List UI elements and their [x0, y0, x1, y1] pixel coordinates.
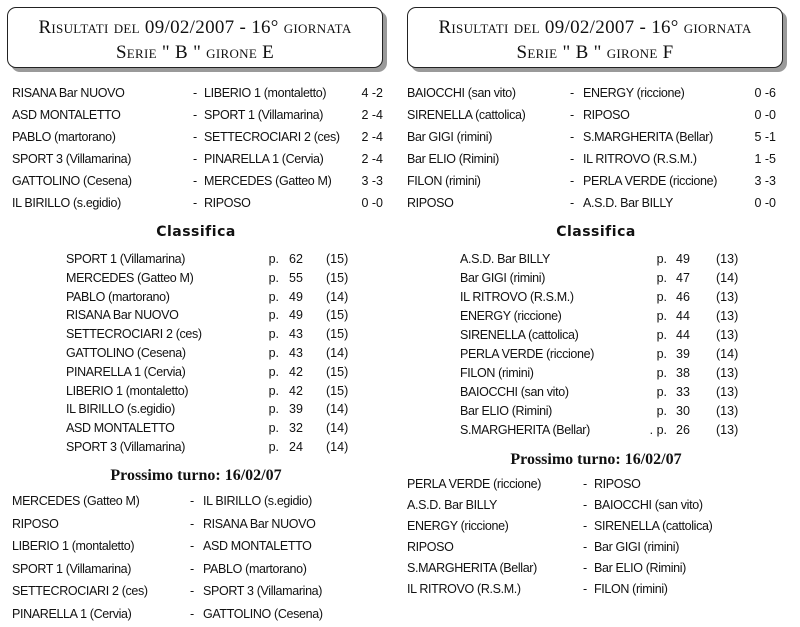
standing-row	[0, 384, 392, 400]
points-prefix: p.	[656, 347, 667, 361]
standing-team: PINARELLA 1 (Cervia)	[66, 364, 186, 379]
standing-row	[400, 309, 792, 325]
points-prefix: p.	[656, 385, 667, 399]
home-team: RISANA Bar NUOVO	[12, 86, 125, 100]
next-home-team: MERCEDES (Gatteo M)	[12, 494, 140, 508]
match-score: 0 -0	[754, 196, 776, 210]
next-dash: -	[583, 498, 587, 512]
standing-points: 38	[676, 366, 690, 380]
match-row	[407, 108, 786, 124]
next-away-team: BAIOCCHI (san vito)	[594, 498, 703, 512]
next-dash: -	[583, 561, 587, 575]
home-team: Bar ELIO (Rimini)	[407, 152, 499, 166]
games-played: (15)	[326, 270, 349, 285]
home-team: PABLO (martorano)	[12, 130, 116, 144]
standing-row	[400, 404, 792, 420]
standing-team: SPORT 1 (Villamarina)	[66, 252, 186, 266]
home-team: ASD MONTALETTO	[12, 108, 121, 122]
next-away-team: RIPOSO	[594, 477, 641, 491]
standing-points: 62	[289, 252, 303, 266]
header-box	[407, 7, 783, 68]
standing-team: ENERGY (riccione)	[460, 309, 562, 323]
away-team: SETTECROCIARI 2 (ces)	[204, 130, 340, 144]
standing-points: 32	[289, 421, 303, 436]
games-played: (14)	[326, 440, 349, 454]
next-fixture-row	[407, 519, 786, 535]
away-team: A.S.D. Bar BILLY	[583, 196, 674, 210]
match-score: 5 -1	[754, 130, 776, 144]
away-team: PINARELLA 1 (Cervia)	[204, 152, 324, 166]
games-played: (14)	[716, 347, 739, 361]
standing-points: 43	[289, 327, 303, 342]
match-dash: -	[570, 196, 574, 210]
standing-team: SPORT 3 (Villamarina)	[66, 440, 186, 454]
standing-row	[400, 271, 792, 287]
next-away-team: SIRENELLA (cattolica)	[594, 519, 713, 533]
games-played: (14)	[326, 289, 349, 304]
match-score: 0 -0	[754, 108, 776, 122]
standing-points: 30	[676, 404, 690, 418]
match-row	[12, 86, 386, 102]
classifica-title: Classifica	[156, 224, 236, 240]
games-played: (14)	[326, 346, 349, 360]
next-home-team: IL RITROVO (R.S.M.)	[407, 582, 521, 596]
prossimo-turno-title: Prossimo turno: 16/02/07	[510, 451, 682, 468]
points-prefix: p.	[656, 252, 667, 266]
standing-team: Bar ELIO (Rimini)	[460, 404, 552, 418]
next-fixture-row	[12, 562, 386, 578]
points-prefix: p.	[268, 383, 279, 398]
next-dash: -	[583, 477, 587, 491]
standing-team: SETTECROCIARI 2 (ces)	[66, 327, 202, 342]
next-fixture-row	[407, 561, 786, 577]
home-team: Bar GIGI (rimini)	[407, 130, 493, 144]
standing-team: GATTOLINO (Cesena)	[66, 346, 186, 360]
home-team: BAIOCCHI (san vito)	[407, 86, 516, 100]
standing-points: 55	[289, 270, 303, 285]
match-score: 3 -3	[361, 174, 383, 188]
standing-row	[400, 366, 792, 382]
points-prefix: p.	[268, 346, 279, 360]
match-score: 2 -4	[361, 130, 383, 144]
standing-team: A.S.D. Bar BILLY	[460, 252, 551, 266]
next-home-team: SETTECROCIARI 2 (ces)	[12, 584, 148, 599]
next-away-team: SPORT 3 (Villamarina)	[203, 584, 323, 599]
games-played: (15)	[326, 364, 349, 379]
home-team: GATTOLINO (Cesena)	[12, 174, 132, 188]
standing-row	[400, 423, 792, 439]
games-played: (13)	[716, 404, 739, 418]
match-row	[407, 130, 786, 146]
games-played: (13)	[716, 309, 739, 323]
next-home-team: SPORT 1 (Villamarina)	[12, 561, 132, 576]
standing-team: SIRENELLA (cattolica)	[460, 328, 579, 342]
away-team: MERCEDES (Gatteo M)	[204, 174, 332, 188]
next-dash: -	[190, 607, 194, 621]
games-played: (13)	[716, 423, 739, 437]
next-dash: -	[583, 540, 587, 554]
points-prefix: p.	[656, 290, 667, 304]
standing-team: MERCEDES (Gatteo M)	[66, 270, 194, 285]
next-dash: -	[190, 561, 194, 576]
games-played: (13)	[716, 290, 739, 304]
standing-row	[400, 252, 792, 268]
header-subtitle: Serie " B " girone F	[516, 42, 674, 63]
next-dash: -	[190, 516, 194, 531]
match-score: 2 -4	[361, 108, 383, 122]
match-score: 1 -5	[754, 152, 776, 166]
match-dash: -	[570, 108, 574, 122]
match-row	[407, 152, 786, 168]
standing-points: 33	[676, 385, 690, 399]
match-dash: -	[570, 130, 574, 144]
next-home-team: PERLA VERDE (riccione)	[407, 477, 542, 491]
next-dash: -	[190, 584, 194, 599]
next-home-team: ENERGY (riccione)	[407, 519, 509, 533]
next-fixture-row	[12, 494, 386, 510]
away-team: PERLA VERDE (riccione)	[583, 174, 718, 188]
match-row	[12, 152, 386, 168]
standing-points: 43	[289, 346, 303, 360]
next-dash: -	[190, 539, 194, 554]
points-prefix: p.	[656, 328, 667, 342]
prossimo-turno-title: Prossimo turno: 16/02/07	[110, 467, 282, 484]
standing-row	[0, 252, 392, 268]
points-prefix: p.	[268, 440, 279, 454]
points-prefix: . p.	[649, 423, 667, 437]
points-prefix: p.	[268, 289, 279, 304]
standing-points: 24	[289, 440, 303, 454]
away-team: ENERGY (riccione)	[583, 86, 685, 100]
away-team: LIBERIO 1 (montaletto)	[204, 86, 327, 100]
next-fixture-row	[12, 539, 386, 555]
next-away-team: ASD MONTALETTO	[203, 539, 312, 554]
next-away-team: GATTOLINO (Cesena)	[203, 607, 323, 621]
next-home-team: PINARELLA 1 (Cervia)	[12, 607, 132, 621]
standing-team: Bar GIGI (rimini)	[460, 271, 546, 285]
next-away-team: FILON (rimini)	[594, 582, 668, 596]
next-dash: -	[583, 519, 587, 533]
match-score: 3 -3	[754, 174, 776, 188]
match-dash: -	[193, 196, 197, 210]
standing-team: FILON (rimini)	[460, 366, 534, 380]
home-team: SPORT 3 (Villamarina)	[12, 152, 132, 166]
points-prefix: p.	[656, 366, 667, 380]
standing-team: PERLA VERDE (riccione)	[460, 347, 595, 361]
standing-points: 49	[676, 252, 690, 266]
standing-row	[0, 327, 392, 343]
match-dash: -	[193, 108, 197, 122]
match-dash: -	[193, 152, 197, 166]
match-row	[12, 130, 386, 146]
classifica-title: Classifica	[556, 224, 636, 240]
away-team: RIPOSO	[204, 196, 251, 210]
standing-points: 44	[676, 328, 690, 342]
games-played: (13)	[716, 366, 739, 380]
standing-row	[0, 440, 392, 456]
games-played: (13)	[716, 252, 739, 266]
standing-row	[0, 346, 392, 362]
column-girone-f	[400, 0, 792, 627]
next-fixture-row	[12, 517, 386, 533]
points-prefix: p.	[656, 404, 667, 418]
standing-team: IL BIRILLO (s.egidio)	[66, 402, 175, 417]
next-away-team: RISANA Bar NUOVO	[203, 516, 316, 531]
standing-row	[0, 308, 392, 324]
next-fixture-row	[407, 582, 786, 598]
points-prefix: p.	[268, 270, 279, 285]
header-title: Risultati del 09/02/2007 - 16° giornata	[38, 17, 352, 38]
standing-row	[400, 328, 792, 344]
next-home-team: RIPOSO	[12, 516, 59, 531]
standing-row	[0, 271, 392, 287]
standing-points: 49	[289, 289, 303, 304]
next-away-team: Bar GIGI (rimini)	[594, 540, 680, 554]
points-prefix: p.	[268, 421, 279, 436]
home-team: RIPOSO	[407, 196, 454, 210]
standing-row	[0, 290, 392, 306]
games-played: (15)	[326, 327, 349, 342]
away-team: SPORT 1 (Villamarina)	[204, 108, 324, 122]
standing-row	[400, 347, 792, 363]
column-girone-e	[0, 0, 392, 627]
match-dash: -	[570, 152, 574, 166]
games-played: (13)	[716, 328, 739, 342]
points-prefix: p.	[656, 271, 667, 285]
next-fixture-row	[407, 477, 786, 493]
next-fixture-row	[12, 584, 386, 600]
next-home-team: A.S.D. Bar BILLY	[407, 498, 498, 512]
standing-points: 42	[289, 364, 303, 379]
match-dash: -	[570, 174, 574, 188]
away-team: IL RITROVO (R.S.M.)	[583, 152, 697, 166]
standing-row	[0, 421, 392, 437]
next-home-team: RIPOSO	[407, 540, 454, 554]
home-team: SIRENELLA (cattolica)	[407, 108, 526, 122]
match-dash: -	[193, 86, 197, 100]
match-row	[407, 174, 786, 190]
games-played: (14)	[716, 271, 739, 285]
match-dash: -	[570, 86, 574, 100]
standing-row	[0, 365, 392, 381]
standing-team: IL RITROVO (R.S.M.)	[460, 290, 574, 304]
standing-team: LIBERIO 1 (montaletto)	[66, 383, 189, 398]
next-fixture-row	[407, 498, 786, 514]
standing-team: ASD MONTALETTO	[66, 421, 175, 436]
next-away-team: IL BIRILLO (s.egidio)	[203, 494, 312, 508]
away-team: S.MARGHERITA (Bellar)	[583, 130, 713, 144]
games-played: (14)	[326, 402, 349, 417]
header-box	[7, 7, 383, 68]
match-row	[407, 196, 786, 212]
away-team: RIPOSO	[583, 108, 630, 122]
standing-row	[0, 402, 392, 418]
match-score: 0 -6	[754, 86, 776, 100]
standing-team: PABLO (martorano)	[66, 289, 170, 304]
next-fixture-row	[407, 540, 786, 556]
games-played: (13)	[716, 385, 739, 399]
standing-points: 44	[676, 309, 690, 323]
standing-team: BAIOCCHI (san vito)	[460, 385, 569, 399]
next-dash: -	[583, 582, 587, 596]
standing-points: 26	[676, 423, 690, 437]
points-prefix: p.	[268, 327, 279, 342]
games-played: (14)	[326, 421, 349, 436]
match-dash: -	[193, 174, 197, 188]
home-team: FILON (rimini)	[407, 174, 481, 188]
next-home-team: LIBERIO 1 (montaletto)	[12, 539, 135, 554]
match-row	[12, 108, 386, 124]
match-row	[12, 174, 386, 190]
points-prefix: p.	[268, 364, 279, 379]
games-played: (15)	[326, 383, 349, 398]
match-dash: -	[193, 130, 197, 144]
standing-points: 39	[289, 402, 303, 417]
standing-points: 49	[289, 308, 303, 323]
header-subtitle: Serie " B " girone E	[115, 42, 275, 63]
match-row	[407, 86, 786, 102]
next-dash: -	[190, 494, 194, 508]
points-prefix: p.	[268, 252, 279, 266]
standing-points: 42	[289, 383, 303, 398]
home-team: IL BIRILLO (s.egidio)	[12, 196, 121, 210]
standing-team: RISANA Bar NUOVO	[66, 308, 179, 323]
header-title: Risultati del 09/02/2007 - 16° giornata	[438, 17, 752, 38]
points-prefix: p.	[656, 309, 667, 323]
next-away-team: Bar ELIO (Rimini)	[594, 561, 686, 575]
next-home-team: S.MARGHERITA (Bellar)	[407, 561, 537, 575]
games-played: (15)	[326, 308, 349, 323]
standing-points: 46	[676, 290, 690, 304]
standing-team: S.MARGHERITA (Bellar)	[460, 423, 590, 437]
standing-points: 39	[676, 347, 690, 361]
match-score: 2 -4	[361, 152, 383, 166]
match-row	[12, 196, 386, 212]
next-away-team: PABLO (martorano)	[203, 561, 307, 576]
next-fixture-row	[12, 607, 386, 623]
games-played: (15)	[326, 252, 349, 266]
points-prefix: p.	[268, 402, 279, 417]
match-score: 4 -2	[361, 86, 383, 100]
standing-points: 47	[676, 271, 690, 285]
standing-row	[400, 385, 792, 401]
standing-row	[400, 290, 792, 306]
match-score: 0 -0	[361, 196, 383, 210]
points-prefix: p.	[268, 308, 279, 323]
